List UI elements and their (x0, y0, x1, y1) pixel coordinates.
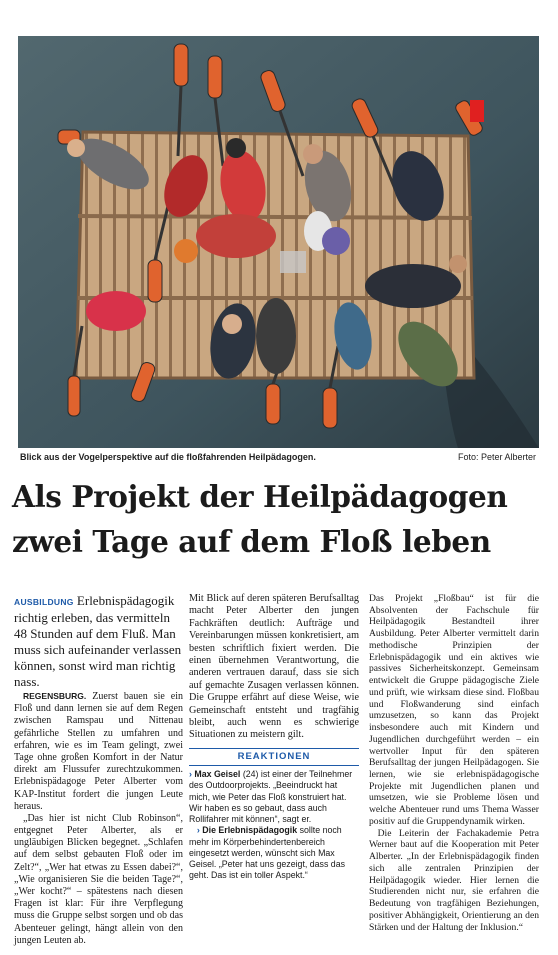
raft-aerial-illustration (18, 36, 539, 448)
body-paragraph-5: Die Leiterin der Fachakademie Petra Werner baut auf die Kooperation mit Peter Alberter. „In der Erlebnispädagogik finden sich alle zentralen Prinzipien der Heilpädagogik wieder. Hier lernen die Studierenden nicht nur, sie erfahren die Bedeutung von tragfähigen Beziehungen, positiver Abhängigkeit, Orientierung an den Stärken und der Haltung der Inklusion.“ (369, 827, 539, 933)
reaction-item (189, 825, 359, 881)
section-label: AUSBILDUNG (14, 597, 74, 607)
article-column-3 (369, 593, 539, 933)
reactions-heading: REAKTIONEN (189, 748, 359, 766)
chevron-right-icon: › (196, 825, 200, 836)
headline (12, 474, 552, 564)
reaction-age: (24) (242, 769, 259, 780)
reaction-text: sollte noch mehr im Körperbehindertenbereich eingesetzt werden, wünscht sich Max Geisel. „Peter hat uns gezeigt, dass das geht. Das ist ein toller Aspekt.“ (189, 825, 345, 881)
lead-paragraph (14, 593, 183, 690)
body-paragraph-4: Das Projekt „Floßbau“ ist für die Absolventen der Fachschule für Heilpädagogik Bestandteil ihrer Ausbildung. Peter Alberter vermittelt darin methodische Prinzipien der Erlebnispädagogik und ein aktives wie passives Sicherheitskonzept. Gemeinsam entwickelt die Gruppe pädagogische Ziele und prüft, wie wirksam diese sind. Floßbau und Floßwanderung sind einfach umzusetzen, so kann das Projekt insbesondere auch mit Kindern und Jugendlichen durchgeführt werden – ein wertvoller Input für den späteren Berufsalltag der jungen Heilpädagogen. Sie lernen, wie sie erlebnispädagogische Projekte mit Jugendlichen planen und umsetzen, wie sie Probleme lösen und welche Abenteuer rund ums Thema Wasser positiv auf die Gruppendynamik wirken. (369, 593, 539, 827)
reaction-name: Max Geisel (194, 769, 241, 780)
body-paragraph-3: Mit Blick auf deren späteren Berufsalltag macht Peter Alberter den jungen Fachkräften deutlich: Aufträge und Vereinbarungen müssen konkretisiert, am besten schriftlich fixiert werden. Die einen übernehmen Verantwortung, die anderen vertrauen darauf, dass sie sich auf gemachte Zusagen verlassen können. Die Gruppe erfährt auf diese Weise, wie Gemeinschaft entsteht und tragfähig bleibt, auch wenn es schwierige Situationen zu meistern gilt. (189, 593, 359, 741)
photo-caption: Blick aus der Vogelperspektive auf die floßfahrenden Heilpädagogen. (20, 452, 316, 462)
dateline: REGENSBURG. (23, 691, 87, 701)
reaction-text: ist einer der Teilnehmer des Outdoorprojekts. „Beeindruckt hat mich, wie Peter das Floß konstruiert hat. Wir haben es so gebaut, dass auch Rollifahrer mit können“, sagt er. (189, 769, 353, 825)
lead-text: Erlebnispädagogik richtig erleben, das vermitteln 48 Stunden auf dem Fluß. Man muss sich aufeinander verlassen können, sonst wird man richtig nass. (14, 593, 182, 689)
body-paragraph-1 (14, 690, 183, 813)
reaction-name: Die Erlebnispädagogik (202, 825, 298, 836)
photo-credit: Foto: Peter Alberter (457, 452, 536, 462)
headline-line-2: zwei Tage auf dem Floß leben (12, 524, 491, 559)
body-text-1: Zuerst bauen sie ein Floß und dann lernen sie auf dem Regen zwischen Ramspau und Nittenau gefährliche Stellen zu umfahren und erfahren, wie es im Team gelingt, zwei Tage ohne großen Komfort in der Natur direkt am Flussufer zurechtzukommen. Erlebnispädagoge Peter Alberter vom KAP-Institut fordert die jungen Leute heraus. (14, 691, 184, 812)
article-column-1 (14, 593, 183, 947)
reaction-item (189, 769, 359, 825)
article-column-2 (189, 593, 359, 881)
chevron-right-icon: › (189, 769, 192, 780)
headline-line-1: Als Projekt der Heilpädagogen (12, 479, 508, 514)
article-photo (18, 36, 539, 448)
body-paragraph-2: „Das hier ist nicht Club Robinson“, entgegnet Peter Alberter, als er ungläubigen Blicken begegnet. „Schlafen auf dem selbst gebauten Floß oder im Zelt?“, „Wer hat etwas zu Essen dabei?“, „Wie organisieren Sie die beiden Tage?“, „Wer kocht?“ – spätestens nach diesen Fragen ist klar: Für ihre Verpflegung muss die Gruppe selbst sorgen und ob das Abenteuer gelingt, hängt allein von den jungen Leuten ab. (14, 812, 183, 946)
